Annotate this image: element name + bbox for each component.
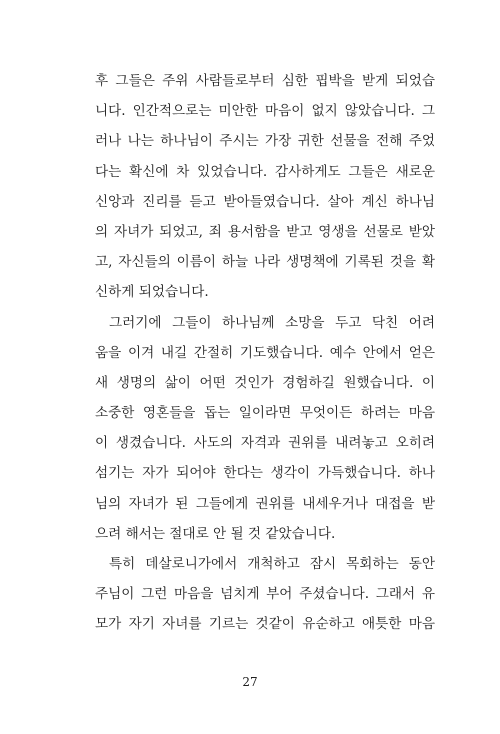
text-line: 소중한 영혼들을 돕는 일이라면 무엇이든 하려는 마음 (95, 405, 435, 422)
page-number: 27 (242, 675, 258, 689)
text-line: 신앙과 진리를 듣고 받아들였습니다. 살아 계신 하나님 (95, 193, 435, 210)
text-line: 이 생겼습니다. 사도의 자격과 권위를 내려놓고 오히려 (95, 435, 435, 452)
paragraph-first-line: 특히 데살로니가에서 개척하고 잠시 목회하는 동안 (109, 556, 435, 572)
text-line: 신하게 되었습니다. (95, 284, 209, 301)
paragraph-first-line: 그러기에 그들이 하나님께 소망을 두고 닥친 어려 (109, 314, 435, 331)
text-line: 주님이 그런 마음을 넘치게 부어 주셨습니다. 그래서 유 (95, 586, 435, 603)
text-line: 고, 자신들의 이름이 하늘 나라 생명책에 기록된 것을 확 (95, 254, 435, 271)
text-line: 움을 이겨 내길 간절히 기도했습니다. 예수 안에서 얻은 (95, 344, 435, 361)
text-line: 섬기는 자가 되어야 한다는 생각이 가득했습니다. 하나 (95, 465, 435, 482)
text-line: 모가 자기 자녀를 기르는 것같이 유순하고 애틋한 마음 (95, 616, 435, 633)
text-line: 의 자녀가 되었고, 죄 용서함을 받고 영생을 선물로 받았 (95, 223, 435, 240)
text-line: 러나 나는 하나님이 주시는 가장 귀한 선물을 전해 주었 (95, 133, 435, 150)
text-line: 새 생명의 삶이 어떤 것인가 경험하길 원했습니다. 이 (95, 374, 435, 391)
body-text (95, 66, 435, 640)
text-line: 다는 확신에 차 있었습니다. 감사하게도 그들은 새로운 (95, 163, 435, 180)
text-line: 님의 자녀가 된 그들에게 권위를 내세우거나 대접을 받 (95, 495, 435, 512)
text-line: 니다. 인간적으로는 미안한 마음이 없지 않았습니다. 그 (95, 103, 435, 120)
text-line: 으려 해서는 절대로 안 될 것 같았습니다. (95, 525, 336, 542)
text-line: 후 그들은 주위 사람들로부터 심한 핍박을 받게 되었습 (95, 73, 435, 89)
